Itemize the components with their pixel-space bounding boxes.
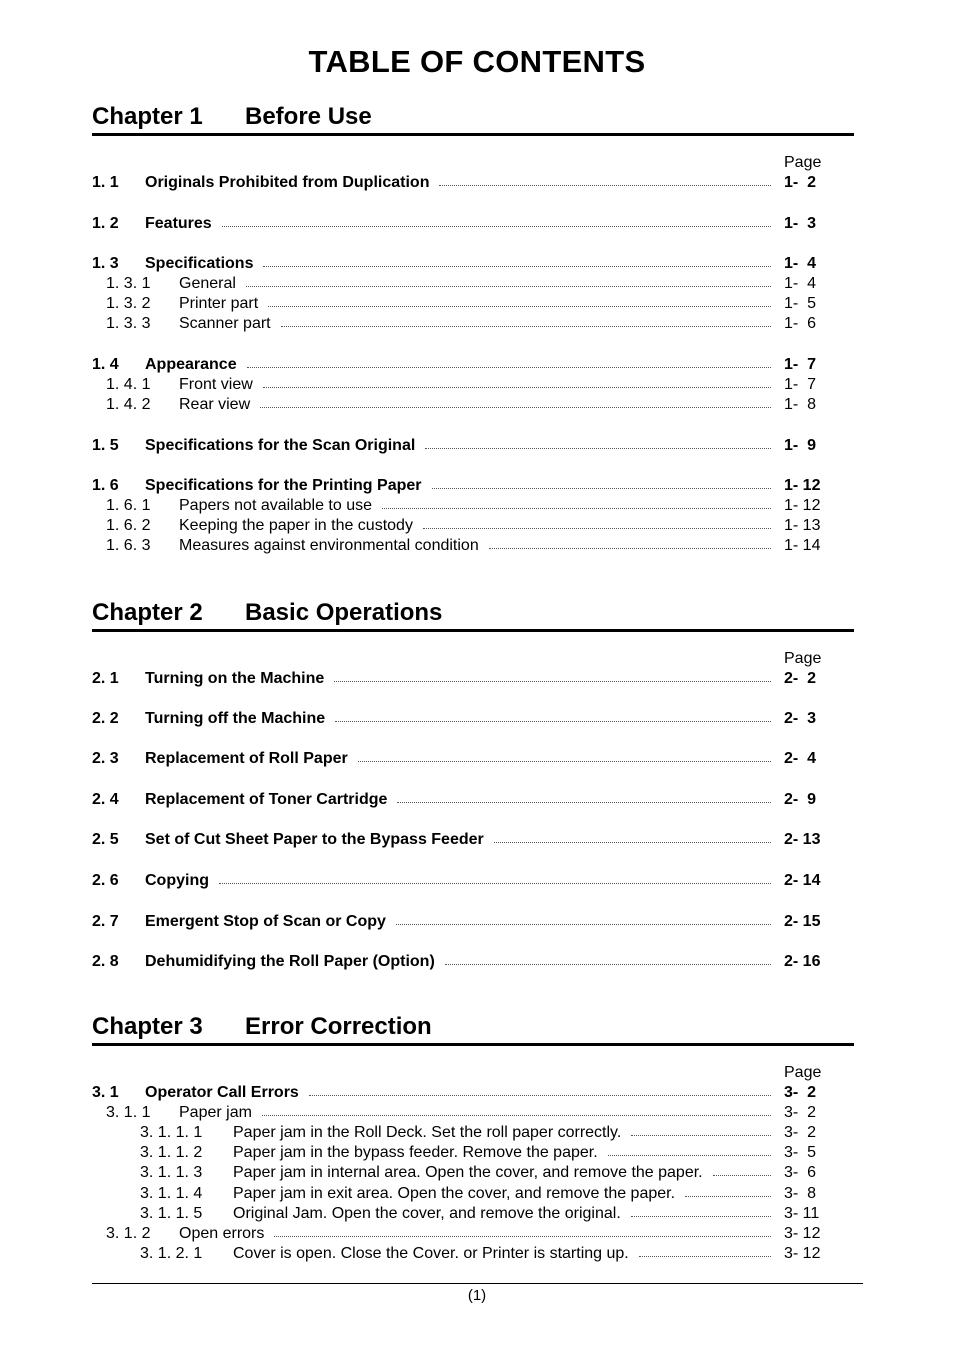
- toc-entry[interactable]: [92, 294, 854, 314]
- footer-rule: [92, 1283, 863, 1284]
- toc-dot-leader: [423, 528, 771, 529]
- toc-entry[interactable]: [92, 214, 854, 234]
- toc-dot-leader: [263, 266, 771, 267]
- toc-dot-leader: [489, 548, 771, 549]
- toc-entry-number: 1. 4. 1: [106, 376, 151, 393]
- toc-entry-title: Papers not available to use: [179, 497, 373, 514]
- toc-entry[interactable]: [92, 1184, 854, 1204]
- toc-dot-leader: [274, 1236, 771, 1237]
- toc-entry-number: 3. 1. 2. 1: [140, 1245, 203, 1262]
- toc-dot-leader: [281, 326, 771, 327]
- toc-dot-leader: [222, 226, 771, 227]
- toc-entry[interactable]: [92, 1163, 854, 1183]
- toc-entry-title: Specifications for the Printing Paper: [145, 477, 422, 494]
- toc-dot-leader: [608, 1155, 771, 1156]
- document-title: TABLE OF CONTENTS: [308, 44, 646, 79]
- page-column-header: Page: [784, 1064, 822, 1081]
- toc-entry-title: Dehumidifying the Roll Paper (Option): [145, 953, 435, 970]
- toc-entry-page: 1- 8: [784, 396, 817, 413]
- toc-entry-page: 1- 4: [784, 255, 817, 272]
- toc-entry-title: Keeping the paper in the custody: [179, 517, 413, 534]
- toc-dot-leader: [639, 1256, 771, 1257]
- toc-entry-page: 1- 14: [784, 537, 821, 554]
- toc-entry-page: 3- 2: [784, 1084, 817, 1101]
- toc-entry-number: 3. 1. 2: [106, 1225, 151, 1242]
- toc-entry-page: 1- 7: [784, 356, 817, 373]
- toc-dot-leader: [262, 1115, 771, 1116]
- toc-entry-page: 1- 5: [784, 295, 817, 312]
- toc-entry-title: Operator Call Errors: [145, 1084, 299, 1101]
- toc-entry-title: Paper jam in the bypass feeder. Remove the paper.: [233, 1144, 598, 1161]
- toc-entry[interactable]: [92, 1204, 854, 1224]
- toc-entry-page: 3- 11: [784, 1205, 820, 1222]
- toc-entry-number: 3. 1. 1: [106, 1104, 151, 1121]
- toc-entry-title: Appearance: [145, 356, 237, 373]
- toc-entry-title: Originals Prohibited from Duplication: [145, 174, 430, 191]
- toc-entry-number: 1. 6. 3: [106, 537, 151, 554]
- toc-entry[interactable]: [92, 476, 854, 496]
- toc-entry-title: Paper jam in exit area. Open the cover, and remove the paper.: [233, 1185, 676, 1202]
- toc-dot-leader: [425, 448, 771, 449]
- toc-entry-number: 1. 6. 2: [106, 517, 151, 534]
- toc-entry[interactable]: [92, 375, 854, 395]
- toc-entry[interactable]: [92, 669, 854, 689]
- toc-entry[interactable]: [92, 1103, 854, 1123]
- toc-entry-page: 1- 3: [784, 215, 817, 232]
- toc-entry[interactable]: [92, 314, 854, 334]
- toc-entry[interactable]: [92, 871, 854, 891]
- toc-entry[interactable]: [92, 436, 854, 456]
- toc-entry-number: 2. 3: [92, 750, 119, 767]
- toc-dot-leader: [685, 1196, 771, 1197]
- chapter-heading: [92, 599, 854, 632]
- toc-entry-title: Printer part: [179, 295, 259, 312]
- toc-dot-leader: [335, 721, 771, 722]
- toc-entry-title: General: [179, 275, 236, 292]
- toc-entry-number: 2. 4: [92, 791, 119, 808]
- toc-entry-page: 1- 9: [784, 437, 817, 454]
- toc-entry-title: Rear view: [179, 396, 251, 413]
- chapter-heading: [92, 1013, 854, 1046]
- toc-entry-number: 2. 8: [92, 953, 119, 970]
- toc-entry-title: Specifications: [145, 255, 254, 272]
- toc-entry[interactable]: [92, 1244, 854, 1264]
- toc-entry-page: 1- 6: [784, 315, 817, 332]
- toc-entry[interactable]: [92, 749, 854, 769]
- toc-entry-title: Scanner part: [179, 315, 271, 332]
- toc-entry-page: 3- 12: [784, 1245, 821, 1262]
- toc-dot-leader: [334, 681, 771, 682]
- toc-entry-title: Measures against environmental condition: [179, 537, 479, 554]
- toc-entry-number: 3. 1. 1. 1: [140, 1124, 203, 1141]
- toc-entry[interactable]: [92, 355, 854, 375]
- toc-dot-leader: [396, 924, 771, 925]
- toc-dot-leader: [263, 387, 771, 388]
- toc-entry-title: Replacement of Roll Paper: [145, 750, 348, 767]
- toc-entry-title: Turning off the Machine: [145, 710, 326, 727]
- toc-entry-page: 2- 4: [784, 750, 817, 767]
- toc-entry-number: 1. 1: [92, 174, 119, 191]
- chapter-label: Chapter 3: [92, 1013, 203, 1040]
- toc-dot-leader: [309, 1095, 771, 1096]
- toc-entry[interactable]: [92, 1143, 854, 1163]
- toc-entry-number: 1. 4. 2: [106, 396, 151, 413]
- toc-entry-number: 3. 1. 1. 5: [140, 1205, 203, 1222]
- toc-entry-page: 2- 13: [784, 831, 821, 848]
- toc-dot-leader: [445, 964, 771, 965]
- toc-entry-number: 1. 2: [92, 215, 119, 232]
- page-column-header: Page: [784, 154, 822, 171]
- chapter-heading: [92, 103, 854, 136]
- toc-entry-number: 1. 3. 1: [106, 275, 151, 292]
- toc-entry-number: 2. 2: [92, 710, 119, 727]
- toc-entry-page: 1- 12: [784, 477, 821, 494]
- toc-entry-page: 3- 5: [784, 1144, 817, 1161]
- toc-entry[interactable]: [92, 830, 854, 850]
- toc-entry-page: 3- 6: [784, 1164, 817, 1181]
- toc-entry-page: 1- 2: [784, 174, 817, 191]
- toc-dot-leader: [397, 802, 771, 803]
- toc-entry-page: 3- 2: [784, 1124, 817, 1141]
- toc-entry-title: Cover is open. Close the Cover. or Printer is starting up.: [233, 1245, 629, 1262]
- chapter-3-section: [92, 1013, 854, 1262]
- toc-entry-page: 3- 8: [784, 1185, 817, 1202]
- toc-dot-leader: [260, 407, 771, 408]
- footer-page-number: (1): [467, 1287, 487, 1304]
- toc-entry-title: Open errors: [179, 1225, 265, 1242]
- toc-dot-leader: [382, 508, 771, 509]
- toc-dot-leader: [631, 1216, 771, 1217]
- toc-dot-leader: [432, 488, 771, 489]
- toc-entry-page: 2- 15: [784, 913, 821, 930]
- toc-entry-number: 1. 3. 2: [106, 295, 151, 312]
- toc-entry[interactable]: [92, 1224, 854, 1244]
- toc-entry[interactable]: [92, 1083, 854, 1103]
- toc-entry-page: 3- 12: [784, 1225, 821, 1242]
- toc-dot-leader: [713, 1175, 771, 1176]
- toc-entry-title: Front view: [179, 376, 253, 393]
- toc-dot-leader: [247, 367, 771, 368]
- toc-entry-page: 2- 16: [784, 953, 821, 970]
- toc-entry-number: 2. 1: [92, 670, 119, 687]
- toc-entry-page: 2- 3: [784, 710, 817, 727]
- toc-entry-number: 2. 6: [92, 872, 119, 889]
- chapter-title: Before Use: [245, 103, 372, 130]
- chapter-2-section: [92, 599, 854, 970]
- chapter-title: Basic Operations: [245, 599, 443, 626]
- toc-entry-page: 1- 7: [784, 376, 817, 393]
- toc-entry-title: Set of Cut Sheet Paper to the Bypass Feeder: [145, 831, 484, 848]
- toc-entry-page: 2- 9: [784, 791, 817, 808]
- toc-entry-page: 1- 13: [784, 517, 821, 534]
- toc-entry-title: Copying: [145, 872, 209, 889]
- toc-entry[interactable]: [92, 709, 854, 729]
- toc-entry-title: Features: [145, 215, 212, 232]
- toc-entry-number: 3. 1. 1. 3: [140, 1164, 203, 1181]
- toc-entry-page: 1- 4: [784, 275, 817, 292]
- toc-entry[interactable]: [92, 536, 854, 556]
- toc-entry-number: 3. 1: [92, 1084, 119, 1101]
- toc-entry-title: Specifications for the Scan Original: [145, 437, 416, 454]
- toc-dot-leader: [246, 286, 771, 287]
- toc-entry-number: 3. 1. 1. 4: [140, 1185, 203, 1202]
- toc-entry-number: 1. 6: [92, 477, 119, 494]
- toc-entry-number: 2. 7: [92, 913, 119, 930]
- chapter-label: Chapter 1: [92, 103, 203, 130]
- toc-entry-title: Paper jam in the Roll Deck. Set the roll paper correctly.: [233, 1124, 622, 1141]
- toc-entry-number: 1. 3: [92, 255, 119, 272]
- toc-entry[interactable]: [92, 274, 854, 294]
- toc-entry-title: Original Jam. Open the cover, and remove the original.: [233, 1205, 621, 1222]
- toc-entry-number: 2. 5: [92, 831, 119, 848]
- page-column-header: Page: [784, 650, 822, 667]
- toc-entry-page: 2- 2: [784, 670, 817, 687]
- toc-entry-title: Paper jam in internal area. Open the cover, and remove the paper.: [233, 1164, 703, 1181]
- toc-entry[interactable]: [92, 516, 854, 536]
- toc-entry-number: 3. 1. 1. 2: [140, 1144, 203, 1161]
- toc-entry[interactable]: [92, 912, 854, 932]
- toc-entry-number: 1. 3. 3: [106, 315, 151, 332]
- toc-entry[interactable]: [92, 1123, 854, 1143]
- toc-entry[interactable]: [92, 254, 854, 274]
- toc-entry-number: 1. 5: [92, 437, 119, 454]
- chapter-title: Error Correction: [245, 1013, 432, 1040]
- toc-dot-leader: [494, 842, 771, 843]
- toc-dot-leader: [631, 1135, 771, 1136]
- toc-entry-number: 1. 6. 1: [106, 497, 151, 514]
- toc-entry-number: 1. 4: [92, 356, 119, 373]
- toc-entry-title: Paper jam: [179, 1104, 252, 1121]
- toc-entry[interactable]: [92, 173, 854, 193]
- toc-entry-page: 3- 2: [784, 1104, 817, 1121]
- toc-entry[interactable]: [92, 395, 854, 415]
- chapter-1-section: [92, 103, 854, 554]
- toc-entry-page: 2- 14: [784, 872, 821, 889]
- toc-dot-leader: [219, 883, 771, 884]
- toc-dot-leader: [268, 306, 771, 307]
- toc-entry-title: Replacement of Toner Cartridge: [145, 791, 388, 808]
- chapter-label: Chapter 2: [92, 599, 203, 626]
- toc-dot-leader: [439, 185, 771, 186]
- toc-entry-title: Turning on the Machine: [145, 670, 325, 687]
- toc-entry-page: 1- 12: [784, 497, 821, 514]
- toc-entry[interactable]: [92, 496, 854, 516]
- toc-dot-leader: [358, 761, 771, 762]
- toc-entry[interactable]: [92, 790, 854, 810]
- toc-entry[interactable]: [92, 952, 854, 972]
- toc-entry-title: Emergent Stop of Scan or Copy: [145, 913, 386, 930]
